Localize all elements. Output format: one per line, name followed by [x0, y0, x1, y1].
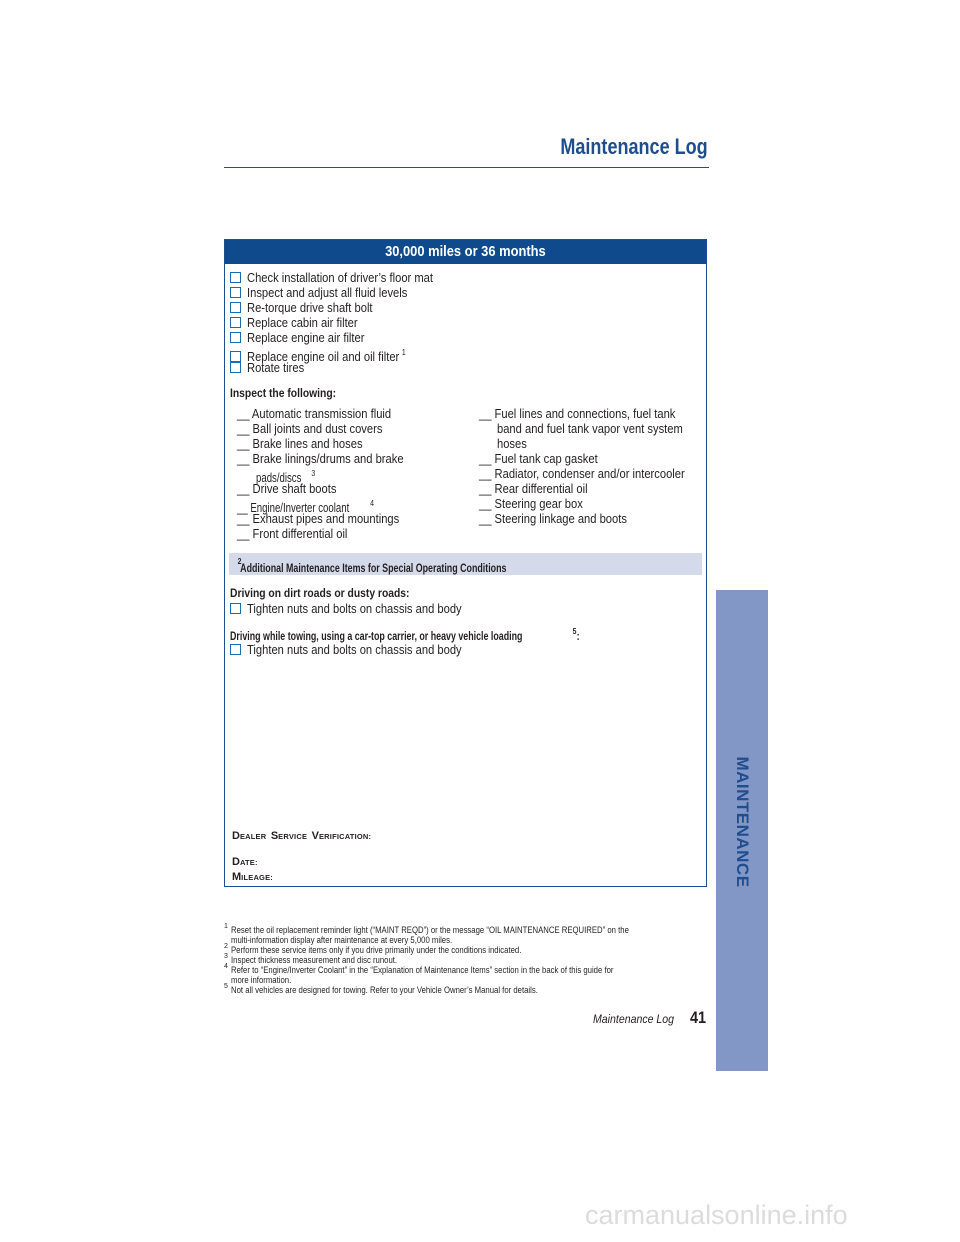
towing-heading: Driving while towing, using a car-top carrier, or heavy vehicle loading $^5$:	[230, 627, 580, 643]
watermark: carmanualsonline.info	[585, 1200, 848, 1230]
checkbox-icon[interactable]	[230, 644, 241, 655]
checkbox-icon[interactable]	[230, 332, 241, 343]
footnote: 1 Reset the oil replacement reminder light (“MAINT REQD”) or the message “OIL MAINTENANCE REQUIRED” on the	[224, 923, 629, 935]
footnote-ref: 3	[311, 469, 316, 478]
inspect-item: __ Engine/Inverter coolant $^4$	[237, 499, 374, 515]
checklist-item[interactable]: Re-torque drive shaft bolt	[230, 300, 393, 315]
additional-items-band: Additional Maintenance Items for Special Operating Conditions $^2$	[229, 553, 702, 575]
page-title: Maintenance Log	[560, 134, 708, 159]
inspect-item: __ Steering linkage and boots	[479, 511, 627, 526]
checkbox-icon[interactable]	[230, 287, 241, 298]
checklist-item[interactable]: Inspect and adjust all fluid levels	[230, 285, 433, 300]
footnote-ref: 2	[237, 557, 242, 566]
dirt-roads-heading: Driving on dirt roads or dusty roads:	[230, 586, 410, 600]
checklist-item[interactable]: Replace engine oil and oil filter $^1$	[230, 345, 432, 360]
inspect-item-continued: pads/discs $^3$	[256, 469, 316, 485]
inspect-item: __ Drive shaft boots	[237, 481, 337, 496]
inspect-item: __ Automatic transmission fluid	[237, 406, 392, 421]
inspect-item: __ Fuel tank cap gasket	[479, 451, 598, 466]
interval-header: 30,000 miles or 36 months	[225, 240, 706, 264]
checkbox-icon[interactable]	[230, 272, 241, 283]
footnote: multi-information display after maintenance at every 5,000 miles.	[231, 935, 453, 945]
maintenance-box	[224, 239, 707, 887]
checklist-item[interactable]: Rotate tires	[230, 360, 313, 375]
footnote-ref: 5	[572, 627, 577, 636]
checklist-item[interactable]: Tighten nuts and bolts on chassis and body	[230, 601, 497, 616]
page-number: 41	[690, 1008, 707, 1027]
inspect-item: __ Rear differential oil	[479, 481, 588, 496]
dealer-verification-label: DEALER SERVICE VERIFICATION:	[232, 830, 372, 842]
footnote: more information.	[231, 975, 292, 985]
inspect-item: __ Brake lines and hoses	[237, 436, 363, 451]
inspect-item-continued: band and fuel tank vapor vent system	[497, 421, 683, 436]
inspect-heading: Inspect the following:	[230, 386, 337, 400]
inspect-item: __ Steering gear box	[479, 496, 583, 511]
date-label: DATE:	[232, 856, 258, 868]
footnote: 4 Refer to “Engine/Inverter Coolant” in the “Explanation of Maintenance Items” section in the back of this guide for	[224, 963, 614, 975]
footnote-ref: 4	[370, 499, 374, 508]
side-tab-label: MAINTENANCE	[733, 756, 752, 888]
inspect-item: __ Radiator, condenser and/or intercooler	[479, 466, 685, 481]
inspect-item: __ Exhaust pipes and mountings	[237, 511, 400, 526]
checklist-item[interactable]: Tighten nuts and bolts on chassis and body	[230, 642, 497, 657]
checklist-item[interactable]: Replace engine air filter	[230, 330, 384, 345]
checkbox-icon[interactable]	[230, 317, 241, 328]
inspect-item: __ Brake linings/drums and brake	[237, 451, 404, 466]
checklist-item[interactable]: Replace cabin air filter	[230, 315, 376, 330]
inspect-item: __ Fuel lines and connections, fuel tank	[479, 406, 676, 421]
mileage-label: MILEAGE:	[232, 871, 273, 883]
footnote: 3 Inspect thickness measurement and disc runout.	[224, 953, 398, 965]
title-rule	[224, 167, 709, 168]
footnote: 2 Perform these service items only if you drive primarily under the conditions indicated.	[224, 943, 522, 955]
footnotes	[224, 925, 714, 995]
inspect-item-continued: hoses	[497, 436, 527, 451]
footnote-ref: 1	[401, 348, 406, 357]
footnote: 5 Not all vehicles are designed for towing. Refer to your Vehicle Owner’s Manual for details.	[224, 983, 538, 995]
side-tab-maintenance[interactable]	[716, 590, 768, 1071]
checkbox-icon[interactable]	[230, 362, 241, 373]
inspect-item: __ Front differential oil	[237, 526, 348, 541]
footer-section-label: Maintenance Log	[593, 1012, 675, 1026]
checklist-item[interactable]: Check installation of driver’s floor mat	[230, 270, 463, 285]
checkbox-icon[interactable]	[230, 603, 241, 614]
checkbox-icon[interactable]	[230, 302, 241, 313]
inspect-item: __ Ball joints and dust covers	[237, 421, 383, 436]
